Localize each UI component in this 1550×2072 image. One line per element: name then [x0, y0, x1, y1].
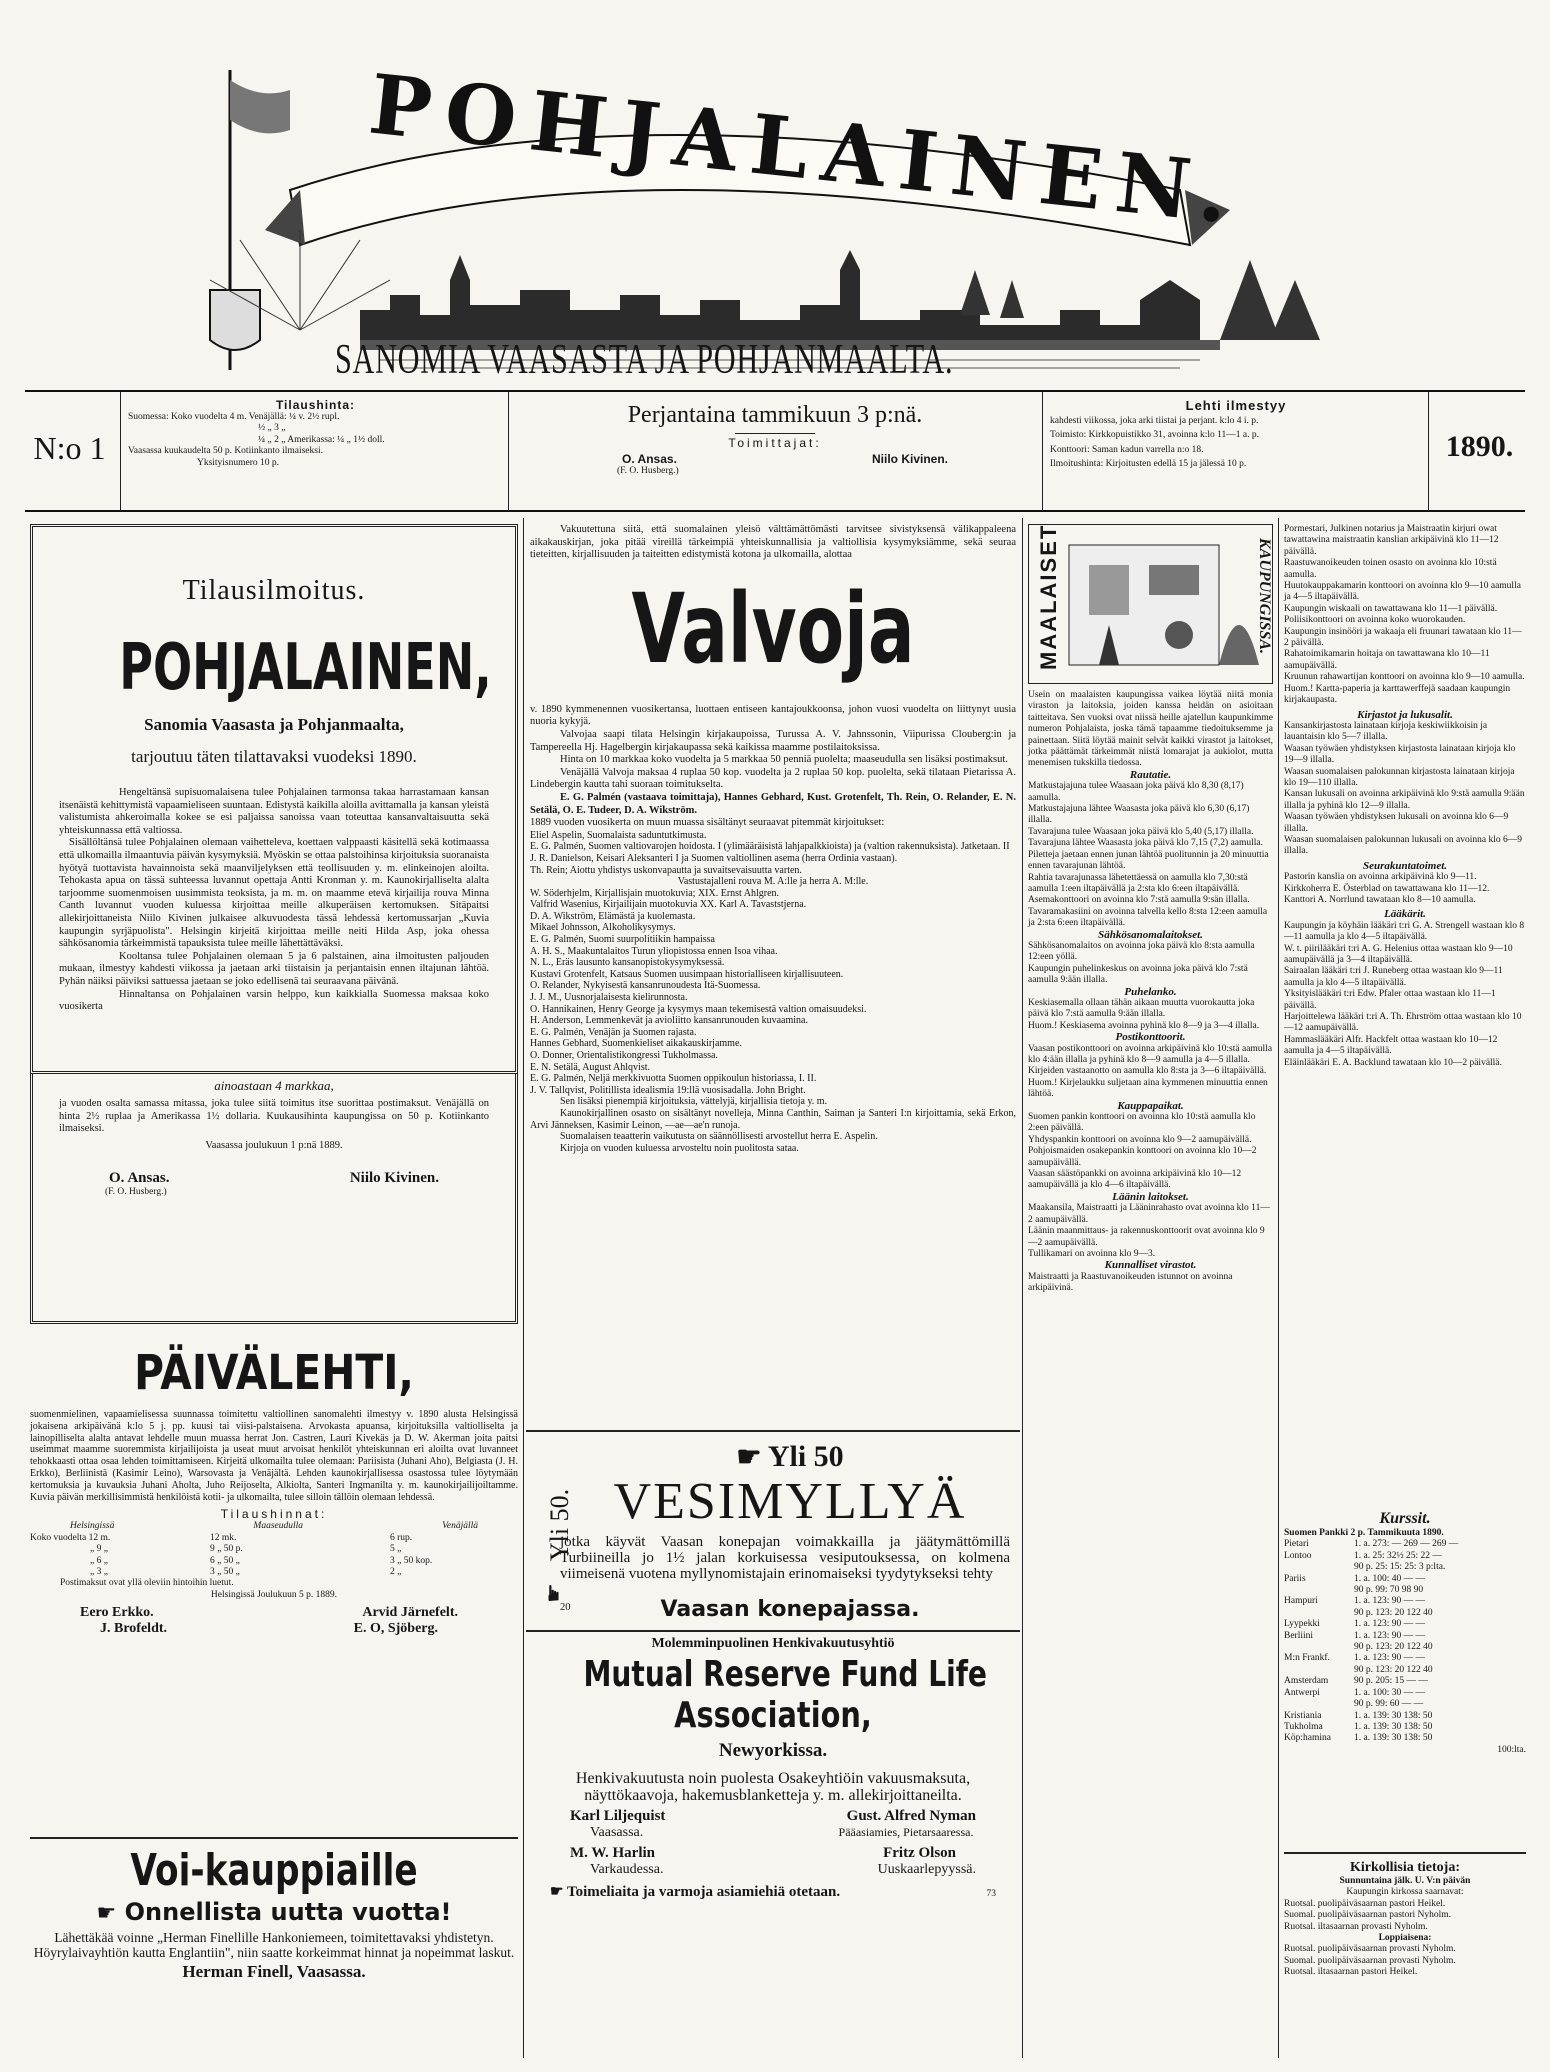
table-cell	[1284, 1665, 1354, 1676]
masthead	[100, 40, 1380, 385]
table-cell: 1. a. 139: 30 138: 50	[1354, 1710, 1433, 1721]
issue-date: Perjantaina tammikuun 3 p:nä.	[627, 402, 923, 428]
list-item: Loppiaisena:	[1378, 1933, 1432, 1944]
list-item: Ruotsal. puolipäiväsaarnan pastori Heikel.	[1284, 1898, 1446, 1909]
kurssit-subtitle: Suomen Pankki 2 p. Tammikuuta 1890.	[1284, 1528, 1444, 1538]
valvoja-staff: E. G. Palmén (vastaava toimittaja), Hannes Gebhard, Kust. Grotenfelt, Th. Rein, O. Relander, E. N. Setälä, O. E. Tudeer, D. A. Wikström.	[530, 791, 1016, 816]
table-cell: Berliini	[1284, 1630, 1314, 1641]
rates-table	[1284, 1539, 1526, 1744]
list-item: Kansankirjastosta lainataan kirjoja keskiwiikkoisin ja lauantaisin klo 5—7 illalla.	[1284, 720, 1488, 743]
publication-line: Konttoori: Saman kadun varrella n:o 18.	[1050, 444, 1204, 455]
list-item: Tavarajuna tulee Waasaan joka päivä klo 5,40 (5,17) illalla.	[1028, 826, 1254, 837]
table-cell: Koko vuodelta 12 m.	[30, 1532, 111, 1543]
list-item: Mikael Johnsson, Alkoholikysymys.	[530, 922, 676, 934]
agent-name: Karl Liljequist	[570, 1808, 666, 1824]
voi-text: Lähettäkää voinne „Herman Finellille Hankoniemeen, toimitettavaksi yhdistetyn. Höyrylaivayhtiön kautta Englantiin", niin saatte korkeimmat hinnat ja nopeimmat laskut.	[33, 1930, 515, 1960]
notice-paragraph: Kooltansa tulee Pohjalainen olemaan 5 ja 6 palstainen, aina ilmoitusten paljouden mukaan, ilmestyy kahdesti viikossa ja jaetaan arki tiistaisin ja perjantaisin ennen iltajunan lähtöä. Pyhän näiksi päiviksi sattuessa jaetaan se joko edellisenä tai seuraavana päivänä.	[59, 950, 489, 987]
table-cell: 90 p. 205: 15 — —	[1354, 1676, 1428, 1687]
hand-icon: ☛	[736, 1442, 762, 1473]
table-cell: „ 6 „	[90, 1555, 108, 1566]
section-heading: Kunnalliset virastot.	[1104, 1259, 1197, 1272]
valvoja-paragraph: Venäjällä Valvoja maksaa 4 ruplaa 50 kop. vuodelta ja 2 ruplaa 50 kop. puolelta, sekä tilataan Pietarissa A. Lindebergin kautta tahi suoraan toimitukselta.	[530, 766, 1016, 791]
section-heading: Lääkärit.	[1384, 908, 1426, 921]
table-row	[1284, 1733, 1526, 1744]
voi-title: Voi-kauppiaille	[130, 1845, 418, 1896]
notice-paragraph: Hinnaltansa on Pohjalainen varsin helppo, kun kaikkialla Suomessa maksaa koko vuosikerta	[59, 988, 489, 1013]
list-item: Hannes Gebhard, Suomenkieliset aikakauskirjamme.	[530, 1038, 742, 1050]
header-center	[512, 402, 1038, 477]
list-item: Tullikamari on avoinna klo 9—3.	[1028, 1248, 1156, 1259]
table-cell: Lontoo	[1284, 1550, 1312, 1561]
agent-name: Fritz Olson	[883, 1845, 956, 1861]
guide-section	[1028, 1032, 1273, 1100]
list-item: Suomal. puolipäiväsaarnan pastori Nyholm.	[1284, 1910, 1452, 1921]
editor-name: Niilo Kivinen.	[871, 452, 948, 466]
table-row	[1284, 1539, 1526, 1550]
editors-label: Toimittajat:	[728, 436, 822, 450]
list-item: E. G. Palmén, Suomi suurpolitiikin hampaissa	[530, 934, 715, 946]
table-cell: 1. a. 139: 30 138: 50	[1354, 1733, 1433, 1744]
list-item: Huom.! Kartta-paperia ja karttawerffejä saadaan kaupungin kirjakaupasta.	[1284, 683, 1511, 706]
guide-section	[1028, 930, 1273, 987]
list-item: Rahatoimikamarin hoitaja on tawattawana klo 10—11 aamupäivällä.	[1284, 649, 1490, 671]
list-item: Hammaslääkäri Alfr. Hackfelt ottaa wastaan klo 10—12 aamulla ja 4—5 iltapäivällä.	[1284, 1034, 1498, 1057]
list-item: Suomen pankin konttoori on avoinna klo 10:stä aamulla klo 2:een päivällä.	[1028, 1112, 1256, 1134]
issue-number: N:o 1	[33, 430, 106, 466]
table-cell	[1284, 1585, 1354, 1596]
list-item: Ruotsal. puolipäiväsaarnan provasti Nyholm.	[1284, 1944, 1456, 1955]
paivalehti-signer: E. O, Sjöberg.	[353, 1621, 438, 1637]
table-cell: 9 „ 50 p.	[210, 1544, 243, 1555]
list-item: O. Donner, Orientalistikongressi Tukholmassa.	[530, 1050, 718, 1061]
vesimylly-side-text: Yli 50.	[545, 1488, 574, 1562]
list-item: Vaasan postikonttoori on avoinna arkipäivinä klo 10:stä aamulla klo 4:ään illalla ja pyhinä klo 8—9 aamulla ja 4—5 illalla.	[1028, 1043, 1273, 1065]
guide-section	[1028, 770, 1273, 930]
notice-signer: Niilo Kivinen.	[349, 1170, 439, 1187]
notice-signer-sub: (F. O. Husberg.)	[105, 1187, 167, 1198]
year: 1890.	[1445, 430, 1514, 463]
list-item: J. V. Tallqvist, Politillista idealismia 19:llä vuosisadalla. John Bright.	[530, 1084, 806, 1096]
table-cell: 12 mk.	[210, 1532, 237, 1543]
list-item: J. J. M., Uusnorjalaisesta kielirunnosta.	[530, 992, 688, 1004]
subscription-notice-box-cont	[30, 1074, 518, 1324]
list-item: Kaupungin ja köyhäin lääkäri t:ri G. A. Strengell wastaan klo 8—11 aamulla ja klo 4—5 iltapäivällä.	[1284, 920, 1525, 943]
list-item: Kaupungin wiskaali on tawattawana klo 11—1 päivällä.	[1284, 603, 1498, 614]
kurssit	[1284, 1510, 1526, 1756]
guide-banner-right: KAUPUNGISSA.	[1256, 537, 1273, 655]
kirkko	[1284, 1860, 1526, 1979]
table-row	[1284, 1711, 1526, 1722]
list-item: Yksityislääkäri t:ri Edw. Pfaler ottaa wastaan klo 11—1 päivällä.	[1284, 989, 1496, 1011]
table-row	[1284, 1619, 1526, 1630]
mutual-intro: Molemminpuolinen Henkivakuutusyhtiö	[651, 1636, 895, 1651]
notice-title: POHJALAINEN,	[119, 631, 492, 705]
list-item: J. R. Danielson, Keisari Aleksanteri I ja Suomen valtiollinen asema (herra Ordinia vastaan).	[530, 852, 898, 864]
paivalehti-title: PÄIVÄLEHTI,	[134, 1345, 414, 1401]
list-item: Suomal. puolipäiväsaarnan provasti Nyholm.	[1284, 1955, 1456, 1966]
table-row	[30, 1556, 518, 1567]
list-item: Matkustajajuna lähtee Waasasta joka päivä klo 6,30 (6,17) illalla.	[1028, 804, 1250, 826]
mutual-foot-text: Toimeliaita ja varmoja asiamiehiä otetaan.	[566, 1884, 841, 1900]
notice-subtitle: Sanomia Vaasasta ja Pohjanmaalta,	[144, 715, 404, 734]
subscription-title: Tilaushinta:	[275, 398, 356, 412]
publication-info	[1050, 398, 1422, 471]
mutual-foot-num: 73	[986, 1889, 996, 1899]
table-row	[1284, 1585, 1526, 1596]
kirkko-title: Kirkollisia tietoja:	[1349, 1860, 1461, 1875]
paivalehti-text: suomenmielinen, vapaamielisessa suunnassa toimitettu valtiollinen sanomalehti ilmestyy v. 1890 alusta Helsingissä jokaisena arkipäivänä k:lo 5 j. pp. kuusi tai viisi-palstaisena. Arvokasta apuansa, kirjoituksilla valtiolliselta ja lainopilliselta alalta antavat lehdelle muun muassa herrat Jon. Castren, Lauri Kivekäs ja D. W. Akerman joita paitsi useimmat maamme suoremmista kirjailijoista ja useat muut arvoisat henkilöt yhteiskunnan eri aloilta ovat luvanneet tehokkaasti ottaa osaa lehden toimittamiseen. Kirjeitä ulkomailta tulee olemaan: Pariisista (Juhani Aho), Belgiasta (J. H. Erkko), Berliinistä (Kasimir Leino), Warsovasta ja Venäjältä. Lehden kaunokirjallisessa osastossa tulee löytymään kertomuksia ja kuvauksia Juhani Aholta, Juho Reijoselta, Alkiolta, Santeri Ingmanilta y. m. kaunokirjailijoiltamme. Kuvia päivän merkillisimmistä henkilöistä kotii- ja ulkomailta, tulee silloin tällöin olemaan lehdessä.	[30, 1409, 518, 1503]
header-rule-top	[25, 390, 1525, 392]
table-row	[1284, 1562, 1526, 1573]
voi-line1	[30, 1898, 518, 1926]
table-cell: 90 p. 123: 20 122 40	[1354, 1607, 1433, 1618]
header-rule-bottom	[25, 510, 1525, 512]
agent-place: Uuskaarlepyyssä.	[877, 1862, 976, 1877]
table-cell: Amsterdam	[1284, 1676, 1329, 1687]
kirkko-subtitle: Sunnuntaina jälk. U. V:n päivän	[1339, 1876, 1471, 1886]
table-row	[30, 1533, 518, 1544]
table-row	[1284, 1653, 1526, 1664]
publication-line: Ilmoitushinta: Kirjoitusten edellä 15 ja jälessä 10 p.	[1050, 459, 1247, 470]
table-row	[30, 1567, 518, 1578]
subscription-line: Suomessa: Koko vuodelta 4 m. Venäjällä: ¼ v. 2½ rupl.	[128, 412, 340, 422]
table-row	[1284, 1688, 1526, 1699]
list-item: Sairaalan lääkäri t:ri J. Runeberg ottaa wastaan klo 9—11 aamulla ja klo 4—5 iltapäivällä.	[1284, 966, 1503, 988]
list-item: O. Hannikainen, Henry George ja kysymys maan tekemisestä valtion omaisuudeksi.	[530, 1003, 867, 1015]
table-cell: Pariis	[1284, 1573, 1306, 1584]
vesimylly-head1-text: Yli 50	[767, 1440, 844, 1473]
valvoja-article	[530, 524, 1016, 1154]
subscription-line: Vaasassa kuukaudelta 50 p. Kotiinkanto ilmaiseksi.	[128, 446, 323, 457]
section-heading: Puhelanko.	[1124, 985, 1177, 998]
list-item: Harjoittelewa lääkäri t:ri A. Th. Ehrström ottaa wastaan klo 10—12 aamupäivällä.	[1284, 1012, 1522, 1034]
mutual-title: Mutual Reserve Fund Life	[583, 1654, 987, 1695]
subscription-line: Yksityisnumero 10 p.	[196, 457, 280, 468]
table-row	[1284, 1722, 1526, 1733]
list-item: Waasan työwäen yhdistyksen kirjastosta lainataan kirjoja klo 19—9 illalla.	[1284, 743, 1516, 766]
table-cell: 1. a. 123: 90 — —	[1354, 1596, 1425, 1607]
agent-place: Pääasiamies, Pietarsaaressa.	[838, 1825, 974, 1839]
agent-name: M. W. Harlin	[570, 1845, 656, 1861]
list-item: Poliisikonttoori on avoinna koko wuorokauden.	[1284, 615, 1466, 626]
vesimylly-head2: VESIMYLLYÄ	[613, 1473, 967, 1530]
table-cell: 1. a. 25: 32½ 25: 22 —	[1354, 1550, 1442, 1561]
list-item: Matkustajajuna tulee Waasaan joka päivä klo 8,30 (8,17) aamulla.	[1028, 781, 1244, 803]
list-item: Pormestari, Julkinen notarius ja Maistraatin kirjuri owat tawattawina maistraatin kanslian arkipäivinä klo 11—12 päivällä.	[1284, 524, 1499, 557]
paivalehti-ad	[30, 1345, 518, 1637]
table-cell: 6 „ 50 „	[210, 1555, 240, 1566]
table-cell: 5 „	[390, 1544, 402, 1555]
list-item: Kaunokirjallinen osasto on sisältänyt novelleja, Minna Canthin, Saiman ja Santeri I:n kirjoittamia, sekä Erkon, Arvi Jänneksen, Kasimir Leinon, —ae—ae'n runoja.	[530, 1107, 1016, 1131]
list-item: Valfrid Wasenius, Kirjailijain muotokuvia XX. Karl A. Tavaststjerna.	[530, 899, 807, 911]
valvoja-title: Valvoja	[631, 572, 915, 685]
table-row	[1284, 1551, 1526, 1562]
list-item: Keskiasemalla ollaan tähän aikaan muutta vuorokautta joka päivä klo 7:stä aamulla 9:ään illalla.	[1028, 997, 1255, 1020]
list-item: Kaupungin kirkossa saarnavat:	[1346, 1887, 1464, 1898]
vesimylly-ad	[530, 1440, 1016, 1622]
list-item: Kanttori A. Norrlund tawataan klo 8—10 aamulla.	[1284, 895, 1476, 905]
table-cell: 90 p. 99: 60 — —	[1354, 1699, 1424, 1710]
list-item: Kirjeiden vastaanotto on aamulla klo 8:sta ja 3—6 iltapäivällä.	[1028, 1066, 1267, 1077]
mutual-city: Newyorkissa.	[718, 1740, 828, 1761]
voi-ad	[30, 1845, 518, 1982]
mutual-text: Henkivakuutusta noin puolesta Osakeyhtiöin vakuusmaksuta, näyttökaavoja, hakemusblanketteja y. m. allekirjoittaneilta.	[575, 1770, 971, 1804]
list-item: Waasan suomalaisen palokunnan kirjastosta lainataan kirjoja klo 19—110 illalla.	[1284, 766, 1515, 788]
table-cell: Kristiania	[1284, 1710, 1322, 1721]
list-item: N. L., Eräs lausunto kansanopistokysymyksessä.	[530, 957, 725, 969]
table-cell: 1. a. 100: 30 — —	[1354, 1687, 1425, 1698]
guide-text	[1028, 690, 1273, 1295]
table-row	[1284, 1699, 1526, 1710]
table-cell	[1284, 1608, 1354, 1619]
list-item: Vaasan säästöpankki on avoinna arkipäivinä klo 10—12 aamupäivällä ja klo 4—6 iltapäivällä.	[1028, 1169, 1242, 1191]
price-col-head: Helsingissä	[70, 1521, 115, 1532]
vesimylly-company: Vaasan konepajassa.	[660, 1597, 920, 1622]
table-cell: Tukholma	[1284, 1721, 1323, 1732]
list-item: A. H. S., Maakuntalaitos Turun yliopistossa ennen Isoa vihaa.	[530, 945, 778, 957]
list-item: Maakansila, Maistraatti ja Lääninrahasto ovat avoinna klo 11—2 aamupäivällä.	[1028, 1203, 1270, 1225]
table-cell: M:n Frankf.	[1284, 1653, 1330, 1664]
subscription-line: ¼ „ 2 „ Amerikassa: ¼ „ 1½ doll.	[258, 434, 385, 445]
table-row	[30, 1544, 518, 1555]
list-item: Asemakonttoori on avoinna klo 7:stä aamulla 9:sän illalla.	[1028, 895, 1250, 906]
list-item: H. Anderson, Lemmenkevät ja avioliitto kansanrunouden kuvaamina.	[530, 1015, 808, 1027]
guide-banner	[1028, 524, 1273, 684]
notice-offer: tarjoutuu täten tilattavaksi vuodeksi 1890.	[131, 747, 417, 766]
list-item: Kustavi Grotenfelt, Katsaus Suomen uusimpaan historialliseen kirjallisuuteen.	[530, 968, 844, 980]
hand-icon: ☛	[540, 1583, 566, 1603]
section-heading: Kirjastot ja lukusalit.	[1357, 708, 1453, 721]
guide-section	[1028, 987, 1273, 1033]
editor-name: O. Ansas.	[622, 452, 677, 466]
masthead-title: POHJALAINEN.	[364, 56, 1247, 244]
notice-paragraph: Sisällöltänsä tulee Pohjalainen olemaan vaihetteleva, koettaen valppaasti käsitellä sekä kotimaassa että ulkomailla ilmaantuvia päivän kysymyksiä. Myöskin se ottaa palstoihinsa kirjoituksia suoranaista hyötyä tuottavista havainnoista sekä maanviljelyksen että teollisuuden y. m. elinkeinojen aloilta. Tehokasta apua on tässä suhteessa luvannut opettaja Antti Kronman y. m. Kaunokirjalliselta alalta tarjoomme suomenmoisen uusimmista teoksista, ja m. m. on maamme etevä kirjailija rouva Minna Canth luvannut vuoden kuluessa kirjoittaa meille alkuperäisen kertomuksen. Sitäpaitsi allekirjoittaneista Niilo Kivinen julkaisee alkuvuodesta tässä lehdessä kertomussarjan „Kuvia kaupungin syrjäpuolista". Helsingin kirjeitä kirjoittaa meille neiti Hilda Asp, joka ohessa sähkösanomia tärkeimmistä tapauksista tulee meille lähettättäväksi.	[59, 837, 489, 950]
list-item: Huom.! Keskiasema avoinna pyhinä klo 8—9 ja 3—4 illalla.	[1028, 1020, 1260, 1031]
table-cell: 1. a. 123: 90 — —	[1354, 1653, 1425, 1664]
table-cell	[1284, 1562, 1354, 1573]
list-item: Waasan suomalaisen palokunnan lukusali on avoinna klo 6—9 illalla.	[1284, 834, 1523, 857]
list-item: Eläinlääkäri E. A. Backlund tawataan klo 10—2 päivällä.	[1284, 1057, 1502, 1068]
section-heading: Läänin laitokset.	[1112, 1190, 1189, 1203]
list-item: Rahtia tavarajunassa lähetettäessä on aamulla klo 7,30:stä aamulla 1:een iltapäivällä ja 2:sta klo 6:een iltapäivällä.	[1028, 872, 1248, 894]
table-cell: „ 9 „	[90, 1544, 108, 1555]
kurssit-note: 100:lta.	[1497, 1744, 1526, 1755]
list-item: Ruotsal. iltasaarnan provasti Nyholm.	[1284, 1921, 1428, 1932]
table-row	[1284, 1574, 1526, 1585]
table-cell: 90 p. 99: 70 98 90	[1354, 1585, 1424, 1596]
guide-section	[1028, 1260, 1273, 1294]
editor-subname: (F. O. Husberg.)	[617, 466, 679, 476]
table-cell: Lyypekki	[1284, 1619, 1320, 1630]
table-cell: 1. a. 139: 30 138: 50	[1354, 1721, 1433, 1732]
table-cell: 1. a. 123: 90 — —	[1354, 1630, 1425, 1641]
table-cell: 1. a. 123: 90 — —	[1354, 1619, 1425, 1630]
list-item: Läänin maanmittaus- ja rakennuskonttoorit ovat avoinna klo 9—2 aamupäivällä.	[1028, 1226, 1265, 1248]
list-item: E. G. Palmén, Venäjän ja Suomen rajasta.	[530, 1026, 697, 1038]
subscription-info	[128, 398, 503, 469]
mutual-foot	[550, 1882, 840, 1901]
hand-icon: ☛	[96, 1901, 117, 1926]
kurssit-title: Kurssit.	[1379, 1510, 1431, 1527]
table-cell: „ 3 „	[90, 1567, 108, 1577]
table-row	[1284, 1665, 1526, 1676]
list-item: Piletteja jaetaan ennen junan lähtöä puolitunnin ja 20 minuuttia ennen tavarajunan lähtöä.	[1028, 849, 1269, 872]
table-cell	[1284, 1642, 1354, 1653]
table-cell: 3 „ 50 „	[210, 1567, 240, 1577]
list-item: Ruotsal. iltasaarnan pastori Heikel.	[1284, 1967, 1418, 1978]
mutual-ad	[530, 1636, 1016, 1901]
agent-name: Gust. Alfred Nyman	[846, 1808, 976, 1824]
notice-paragraph: ja vuoden osalta samassa mitassa, joka tulee siitä toimitus itse suorittaa postimaksut. Venäjällä on hinta 2½ ruplaa ja Amerikassa 1½ dollaria. Kuukausihinta kaupungissa on 50 p. Kotiinkanto ilmaiseksi.	[59, 1098, 489, 1135]
list-item: Kirkkoherra E. Österblad on tawattawana klo 11—12.	[1284, 883, 1490, 894]
list-item: Huom.! Kirjelaukku suljetaan aina kymmenen minuuttia ennen lähtöä.	[1028, 1077, 1268, 1100]
agent-place: Varkaudessa.	[590, 1862, 664, 1877]
list-item: Kirjoja on vuoden kuluessa arvosteltu noin puolitosta sataa.	[560, 1142, 799, 1154]
list-item: Maistraatti ja Raastuvanoikeuden istunnot on avoinna arkipäivinä.	[1028, 1271, 1233, 1294]
notice-signer: O. Ansas.	[109, 1170, 170, 1187]
list-item: Pohjoismaiden osakepankin konttoori on avoinna klo 10—2 aamupäivällä.	[1028, 1146, 1257, 1168]
guide-illustration	[1029, 525, 1274, 685]
valvoja-list	[530, 830, 1016, 1155]
price-col-head: Maaseudulla	[253, 1521, 304, 1532]
table-row	[1284, 1596, 1526, 1607]
guide-section	[1028, 1192, 1273, 1260]
valvoja-paragraph: Valvojaa saapi tilata Helsingin kirjakaupoissa, Turussa A. V. Jahnssonin, Viipurissa Clouberg:in ja Tampereella Hj. Hagelbergin kirjakaupassa sekä kaikissa maamme postilaitoksissa.	[530, 728, 1016, 753]
paivalehti-postage: Postimaksut ovat yllä oleviin hintoihin luetut.	[60, 1578, 234, 1589]
guide-right	[1284, 524, 1526, 1069]
list-item: D. A. Wikström, Elämästä ja kuolemasta.	[530, 910, 696, 922]
table-cell: 1. a. 273: — 269 — 269 —	[1354, 1539, 1459, 1550]
paivalehti-signer: Arvid Järnefelt.	[362, 1605, 458, 1621]
table-row	[1284, 1631, 1526, 1642]
table-cell: 90 p. 123: 20 122 40	[1354, 1642, 1433, 1653]
price-table	[30, 1533, 518, 1579]
list-item: Kaupungin insinööri ja wakaaja eli fruunari tawataan klo 11—2 päivällä.	[1284, 626, 1522, 649]
publication-line: Toimisto: Kirkkopuistikko 31, avoinna k:lo 11—1 a. p.	[1050, 430, 1260, 441]
section-heading: Postikonttoorit.	[1115, 1031, 1186, 1044]
list-item: Kruunun rahawartijan konttoori on avoinna klo 9—10 aamulla.	[1284, 672, 1525, 683]
list-item: Tavaramakasiini on avoinna talvella kello 8:sta 12:een aamulla ja 2:sta 6:een iltapäivällä.	[1028, 906, 1268, 929]
list-item: Pastorin kanslia on avoinna arkipäivinä klo 9—11.	[1284, 872, 1477, 883]
guide-intro: Usein on maalaisten kaupungissa vaikea löytää niitä monia viraston ja laitoksia, joiden kanssa heidän on asioitaan taitteitava. Sen vuoksi ovat niissä heille ajatellun kaupunkimme numeron Pohjalaista, joska tämä tapaamme tiedoituksemme ja painettaan. Siitä löytää mainit selvät kaikki virastot ja laitokset, jotka päättämät tärkeimmät niistä lomarajat ja aukiolot, mutta menemisen tukskilla tiedossa.	[1028, 690, 1273, 769]
list-item: Eliel Aspelin, Suomalaista saduntutkimusta.	[530, 829, 707, 841]
list-item: O. Relander, Nykyisestä kansanrunoudesta Itä-Suomessa.	[530, 980, 761, 992]
list-item: Th. Rein; Aiottu yhdistys uskonvapautta ja suvaitsevaisuutta varten.	[530, 864, 802, 876]
list-item: Kaupungin puhelinkeskus on avoinna joka päivä klo 7:stä aamulla 9:ään illalla.	[1028, 963, 1248, 986]
section-heading: Seurakuntatoimet.	[1362, 859, 1448, 872]
table-cell: 1. a. 100: 40 — —	[1354, 1573, 1425, 1584]
table-cell	[1284, 1699, 1354, 1710]
guide-section	[1028, 1101, 1273, 1192]
list-item: Sen lisäksi pienempiä kirjoituksia, vättelyjä, kirjallisia tietoja y. m.	[560, 1096, 828, 1108]
list-item: W. t. piirilääkäri t:ri A. G. Helenius ottaa wastaan klo 9—10 aamupäivällä ja 3—4 iltapäivällä.	[1284, 943, 1513, 966]
notice-heading: Tilausilmoitus.	[182, 575, 366, 606]
table-cell: 6 rup.	[390, 1532, 413, 1543]
valvoja-paragraph: Hinta on 10 markkaa koko vuodelta ja 5 markkaa 50 penniä puolelta; maaseudulla sen lisäksi postimaksut.	[560, 754, 1008, 766]
table-cell: 3 „ 50 kop.	[390, 1555, 433, 1566]
paivalehti-prices-title: Tilaushinnat:	[220, 1507, 328, 1522]
list-item: Raastuwanoikeuden toinen osasto on avoinna klo 10:stä aamulla.	[1284, 558, 1497, 580]
list-item: W. Söderhjelm, Kirjallisjain muotokuvia; XIX. Ernst Ahlgren.	[530, 887, 780, 899]
list-item: Suomalaisen teaatterin vaikutusta on säännöllisesti arvostellut herra E. Aspelin.	[560, 1131, 878, 1143]
table-row	[1284, 1608, 1526, 1619]
table-cell: 2 „	[390, 1567, 402, 1577]
table-cell: Köp:hamina	[1284, 1733, 1331, 1744]
agent-place: Vaasassa.	[590, 1825, 644, 1840]
list-item: Vastustajalleni rouva M. A:lle ja herra A. M:lle.	[677, 876, 869, 888]
section-heading: Kauppapaikat.	[1117, 1099, 1184, 1112]
publication-title: Lehti ilmestyy	[1185, 398, 1287, 413]
masthead-subtitle: SANOMIA VAASASTA JA POHJANMAALTA.	[335, 337, 954, 383]
list-item: Waasan työwäen yhdistyksen lukusali on avoinna klo 6—9 illalla.	[1284, 812, 1509, 834]
list-item: E. G. Palmén, Neljä merkkivuotta Suomen oppikoulun historiassa, I. II.	[530, 1073, 817, 1085]
table-row	[1284, 1676, 1526, 1687]
list-item: E. G. Palmén, Suomen valtiovarojen hoidosta. I (ylimääräisistä lahjapalkkioista) ja (valtion rakennuksista). Jatketaan. II	[530, 841, 1010, 853]
section-heading: Rautatie.	[1129, 768, 1172, 781]
mutual-title2: Association,	[674, 1695, 872, 1736]
table-row	[1284, 1642, 1526, 1653]
table-cell: Pietari	[1284, 1539, 1309, 1550]
list-item: Sähkösanomalaitos on avoinna joka päivä klo 8:sta aamulla 12:een yöllä.	[1028, 940, 1255, 963]
valvoja-paragraph: v. 1890 kymmenennen vuosikertansa, luottaen entiseen kantajoukkoonsa, johon vuosi vuodelta on liittynyt uusia nuoria kykyjä.	[530, 703, 1016, 728]
vesimylly-head1	[570, 1440, 1010, 1474]
voi-greeting: Onnellista uutta vuotta!	[124, 1898, 452, 1926]
voi-sign: Herman Finell, Vaasassa.	[182, 1962, 366, 1981]
valvoja-paragraph: 1889 vuoden vuosikerta on muun muassa sisältänyt seuraavat pitemmät kirjoitukset:	[530, 817, 885, 829]
hand-icon: ☛	[550, 1884, 564, 1900]
valvoja-intro: Vakuutettuna siitä, että suomalainen yleisö välttämättömästi tarvitsee sivistyksensä välikappaleena aikakauskirjan, joka pitää vireillä tärkeimpiä yhteiskunnallisia ja valtiollisia kysymyksiämme, sekä seuraa tieteitten, kirjallisuuden ja taiteitten edistymistä kotona ja ulkomailla, alottaa	[530, 524, 1016, 561]
paivalehti-signer: J. Brofeldt.	[100, 1621, 168, 1637]
vesimylly-text: jotka käyvät Vaasan konepajan voimakkailla ja jäätymättömillä Turbiineilla jo 1½ jalan korkuisessa vesiputouksessa, on kolmena viimeisenä vuotena myllynomistajain erinomaiseksi tyydytykseksi tehty	[560, 1534, 1010, 1582]
price-col-head: Venäjällä	[442, 1521, 478, 1532]
list-item: Kansan lukusali on avoinna arkipäivinä klo 9:stä aamulla 9:ään illalla ja pyhinä klo 12—9 illalla.	[1284, 789, 1525, 811]
list-item: Tavarajuna lähtee Waasasta joka päivä klo 7,15 (7,2) aamulla.	[1028, 838, 1264, 849]
table-cell: Hampuri	[1284, 1596, 1318, 1607]
notice-paragraph: Hengeltänsä supisuomalaisena tulee Pohjalainen tarmonsa takaa harrastamaan kansan itsenäistä kehittymistä vapaamieliseen suuntaan. Edistystä kaikilla aloilla avittamalla ja kansan yleistä valistumista ahkeroimalla kokee se esi paljaissa sanoissa vaan toteuttaa kansanvaltaisuutta sekä yhteiskunnassa että valtiossa.	[59, 787, 489, 836]
publication-line: kahdesti viikossa, joka arki tiistai ja perjant. k:lo 4 i. p.	[1050, 416, 1259, 426]
subscription-line: ½ „ 3 „	[258, 423, 286, 434]
vesimylly-num: 20	[560, 1602, 571, 1613]
list-item: Huutokauppakamarin konttoori on avoinna klo 9—10 aamulla ja 4—5 iltapäivällä.	[1284, 581, 1521, 603]
paivalehti-date: Helsingissä Joulukuun 5 p. 1889.	[210, 1589, 338, 1600]
paivalehti-signer: Eero Erkko.	[80, 1605, 154, 1621]
notice-date: Vaasassa joulukuun 1 p:nä 1889.	[205, 1139, 343, 1151]
table-cell: 90 p. 123: 20 122 40	[1354, 1664, 1433, 1675]
table-cell: Antwerpi	[1284, 1687, 1320, 1698]
table-cell: 90 p. 25: 15: 25: 3 p:lta.	[1354, 1562, 1446, 1573]
subscription-notice-box	[30, 524, 518, 1074]
section-heading: Sähkösanomalaitokset.	[1098, 928, 1203, 941]
notice-price: ainoastaan 4 markkaa,	[214, 1078, 334, 1093]
list-item: E. N. Setälä, August Ahlqvist.	[530, 1061, 650, 1073]
guide-banner-left: MAALAISET	[1036, 523, 1061, 670]
list-item: Yhdyspankin konttoori on avoinna klo 9—2 aamupäivällä.	[1028, 1134, 1252, 1145]
